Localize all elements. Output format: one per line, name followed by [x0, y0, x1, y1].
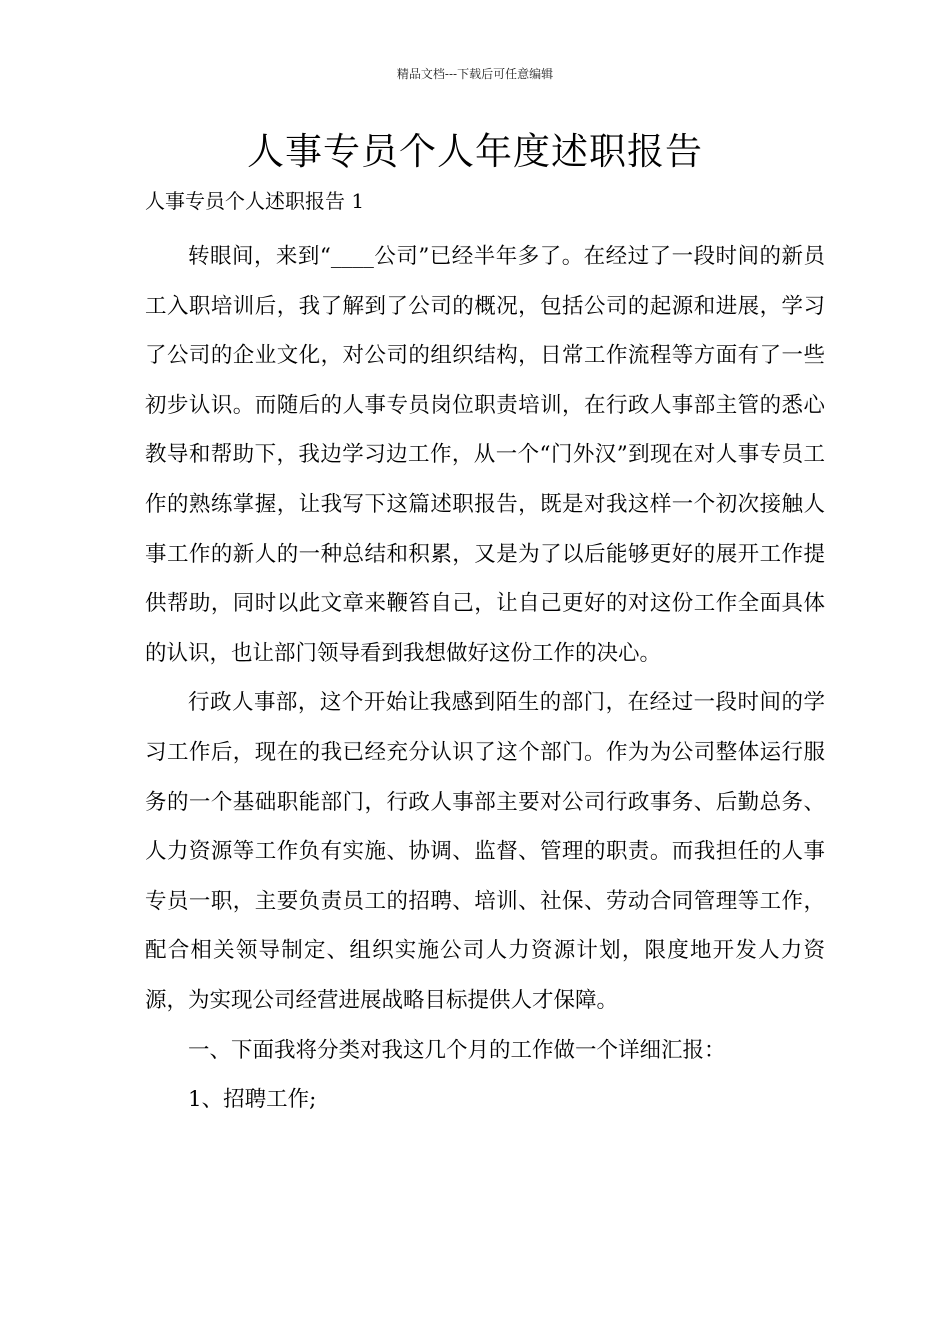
- document-title: 人事专员个人年度述职报告: [247, 130, 703, 173]
- document-body: [145, 232, 825, 1125]
- document-subtitle: 人事专员个人述职报告 1: [145, 189, 365, 213]
- subsection-heading: 1、招聘工作;: [188, 1087, 317, 1113]
- body-paragraph: 行政人事部，这个开始让我感到陌生的部门，在经过一段时间的学习工作后，现在的我已经充分认识了这个部门。作为为公司整体运行服务的一个基础职能部门，行政人事部主要对公司行政事务、后勤总务、人力资源等工作负有实施、协调、监督、管理的职责。而我担任的人事专员一职，主要负责员工的招聘、培训、社保、劳动合同管理等工作，配合相关领导制定、组织实施公司人力资源计划，限度地开发人力资源，为实现公司经营进展战略目标提供人才保障。: [145, 690, 825, 1013]
- page-header: 精品文档---下载后可任意编辑: [396, 67, 554, 81]
- section-heading: 一、下面我将分类对我这几个月的工作做一个详细汇报：: [188, 1037, 726, 1063]
- body-paragraph: 转眼间，来到“____公司”已经半年多了。在经过了一段时间的新员工入职培训后，我了解到了公司的概况，包括公司的起源和进展，学习了公司的企业文化，对公司的组织结构，日常工作流程等方面有了一些初步认识。而随后的人事专员岗位职责培训，在行政人事部主管的悉心教导和帮助下，我边学习边工作，从一个“门外汉”到现在对人事专员工作的熟练掌握，让我写下这篇述职报告，既是对我这样一个初次接触人事工作的新人的一种总结和积累，又是为了以后能够更好的展开工作提供帮助，同时以此文章来鞭笞自己，让自己更好的对这份工作全面具体的认识，也让部门领导看到我想做好这份工作的决心。: [145, 244, 825, 666]
